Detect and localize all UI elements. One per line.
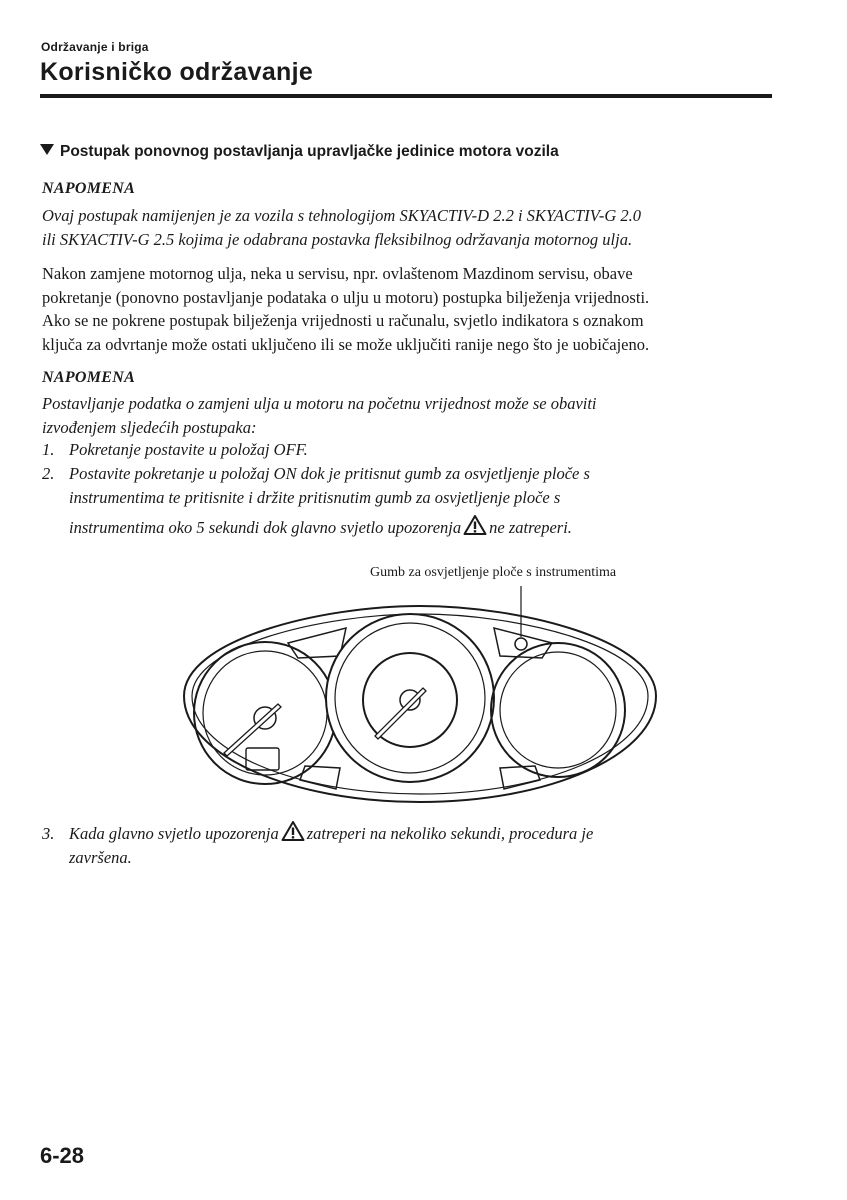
note1-line: Ovaj postupak namijenjen je za vozila s tehnologijom SKYACTIV-D 2.2 i SKYACTIV-G 2.0: [42, 206, 642, 225]
step-text: instrumentima oko 5 sekundi dok glavno svjetlo upozorenja: [69, 518, 462, 537]
step-1: [42, 438, 308, 462]
down-triangle-icon: [40, 144, 54, 155]
right-lower-chevron: [500, 766, 540, 789]
warning-triangle-icon: [463, 514, 487, 536]
step-text: zatreperi na nekoliko sekundi, procedura je: [306, 824, 594, 843]
step-text: Kada glavno svjetlo upozorenja: [69, 824, 279, 843]
paragraph-line: Nakon zamjene motornog ulja, neka u servisu, npr. ovlaštenom Mazdinom servisu, obave: [42, 264, 633, 283]
step-text: Pokretanje postavite u položaj OFF.: [69, 440, 308, 459]
step-text: Postavite pokretanje u položaj ON dok je pritisnut gumb za osvjetljenje ploče s: [69, 464, 590, 483]
step-number: 2.: [42, 464, 55, 483]
procedure-heading: [40, 143, 559, 161]
center-gauge-outer: [326, 614, 494, 782]
figure-callout-label: Gumb za osvjetljenje ploče s instrumentima: [370, 565, 617, 580]
step-number: 3.: [42, 824, 55, 843]
note-text-1: [42, 204, 782, 251]
step-2: [42, 462, 590, 486]
note1-line: ili SKYACTIV-G 2.5 kojima je odabrana postavka fleksibilnog održavanja motornog ulja.: [42, 229, 633, 249]
body-paragraph: [42, 262, 782, 356]
right-gauge-outer: [491, 643, 625, 777]
instrument-cluster-figure: [170, 580, 670, 810]
step-3: [42, 820, 593, 846]
note-label-1: NAPOMENA: [42, 180, 136, 197]
left-lower-chevron: [300, 766, 340, 789]
note-label-2: NAPOMENA: [42, 369, 136, 386]
note2-line: Postavljanje podatka o zamjeni ulja u motoru na početnu vrijednost može se obaviti: [42, 394, 597, 413]
paragraph-line: ključa za odvrtanje može ostati uključeno ili se može uključiti ranije nego što je uobičajeno.: [42, 334, 650, 354]
warning-triangle-icon: [281, 820, 305, 842]
paragraph-line: pokretanje (ponovno postavljanje podataka o ulju u motoru) postupka bilježenja vrijednosti.: [42, 287, 650, 307]
illumination-button: [515, 638, 527, 650]
page-number: 6-28: [40, 1143, 85, 1168]
left-upper-wedge: [288, 628, 346, 658]
step-2-continuation: [69, 514, 572, 540]
step-3-continuation: završena.: [69, 848, 132, 867]
section-label: Održavanje i briga: [41, 40, 149, 54]
page-title: Korisničko održavanje: [40, 58, 314, 86]
procedure-heading-text: Postupak ponovnog postavljanja upravljačke jedinice motora vozila: [60, 143, 559, 160]
right-gauge-inner: [500, 652, 616, 768]
title-rule: [40, 94, 772, 98]
step-2-continuation: instrumentima te pritisnite i držite pritisnutim gumb za osvjetljenje ploče s: [69, 488, 561, 507]
paragraph-line: Ako se ne pokrene postupak bilježenja vrijednosti u računalu, svjetlo indikatora s oznakom: [42, 311, 644, 330]
note-text-2: [42, 392, 782, 439]
step-text: ne zatreperi.: [489, 518, 572, 537]
note2-line: izvođenjem sljedećih postupaka:: [42, 417, 257, 437]
left-gauge-inner: [203, 651, 327, 775]
step-number: 1.: [42, 440, 55, 459]
left-gauge-outer: [194, 642, 336, 784]
